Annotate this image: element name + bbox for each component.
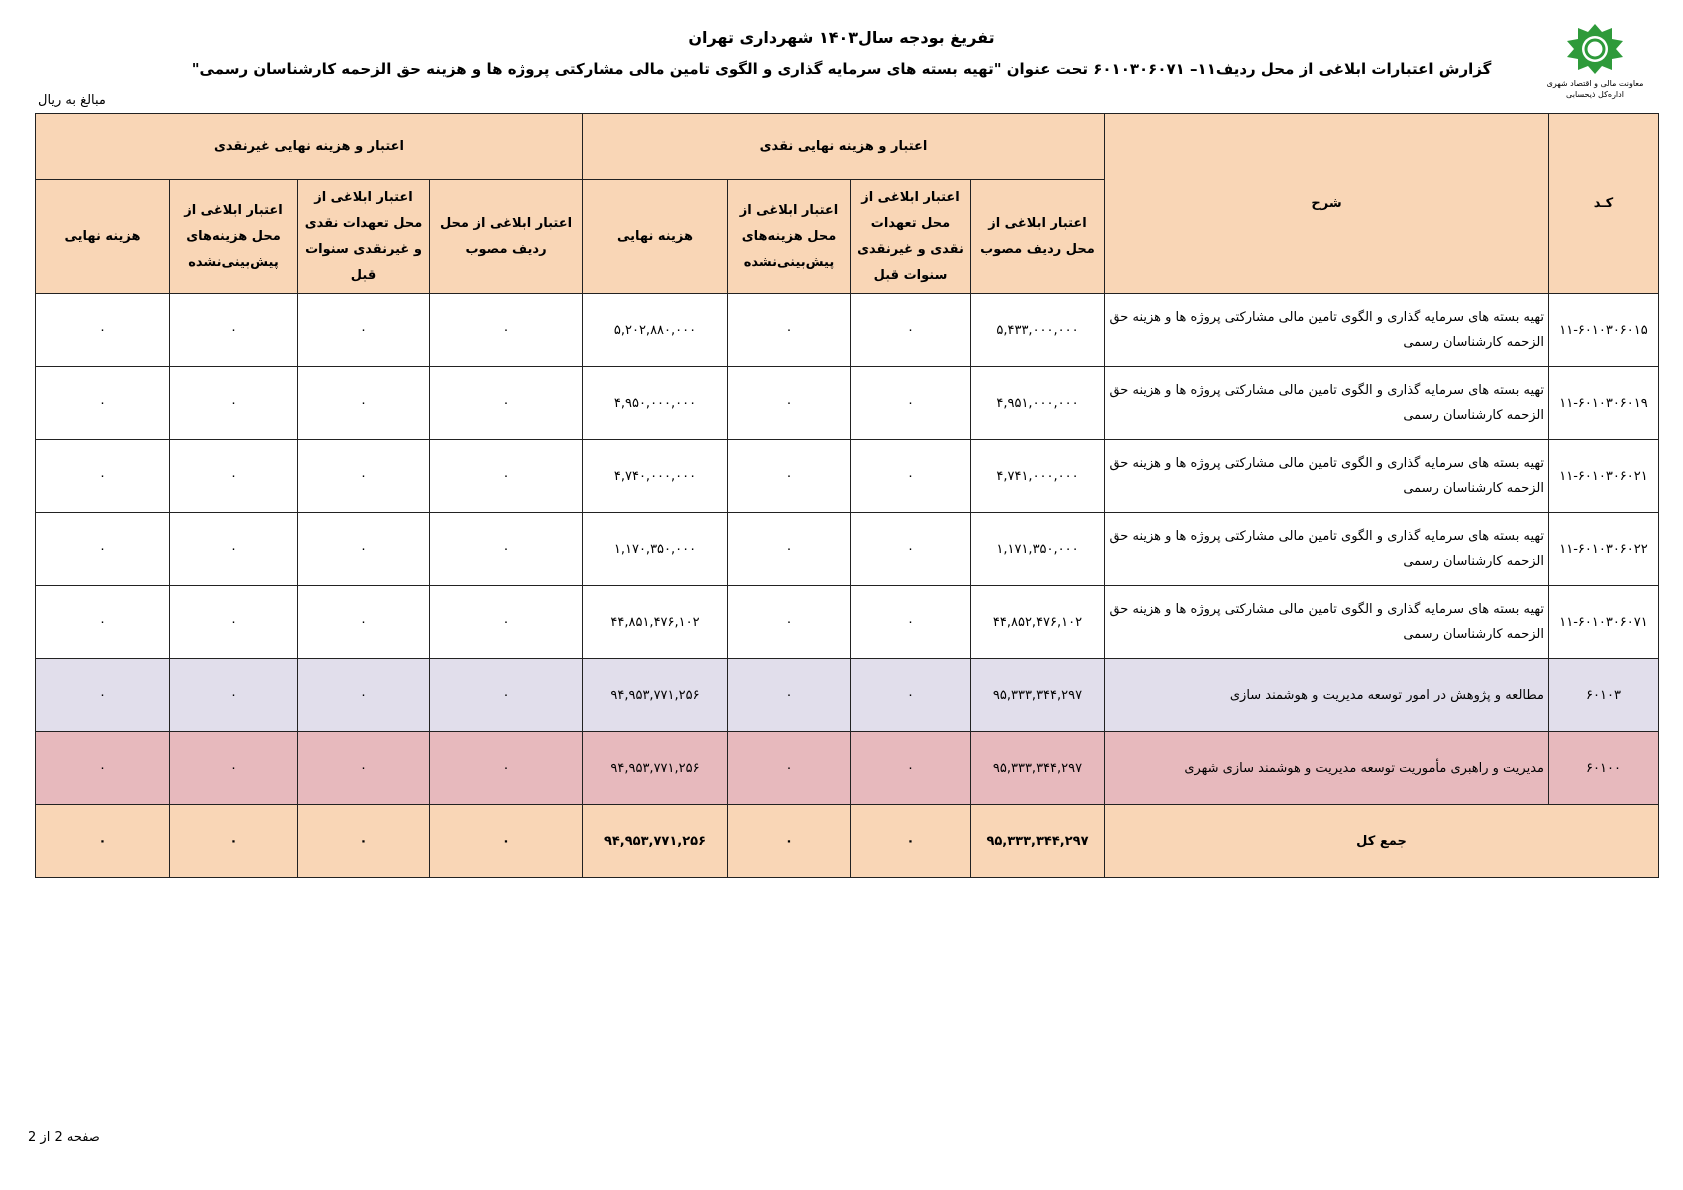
report-subtitle: گزارش اعتبارات ابلاغی از محل ردیف۱۱– ۶۰۱۰۳۰۶۰۷۱ تحت عنوان "تهیه بسته های سرمایه گذاری و الگوی تامین مالی مشارکتی پروژه ها و هزینه حق الزحمه کارشناسان رسمی" [191, 60, 1492, 78]
table-row [36, 294, 1659, 367]
row-code: ۶۰۱۰۳ [1549, 659, 1659, 732]
cell-value: ۰ [36, 513, 170, 586]
group-header-noncash: اعتبار و هزینه نهایی غیرنقدی [36, 114, 583, 180]
cell-value: ۰ [851, 367, 971, 440]
table-row [36, 586, 1659, 659]
cell-value: ۰ [728, 294, 851, 367]
cell-value: ۴,۷۴۰,۰۰۰,۰۰۰ [583, 440, 728, 513]
cell-value: ۰ [170, 659, 298, 732]
cell-value: ۰ [170, 586, 298, 659]
table-row [36, 367, 1659, 440]
col-header-cash-prior: اعتبار ابلاغی از محل تعهدات نقدی و غیرنقدی سنوات قبل [851, 180, 971, 294]
row-desc: تهیه بسته های سرمایه گذاری و الگوی تامین مالی مشارکتی پروژه ها و هزینه حق الزحمه کارشناسان رسمی [1105, 367, 1549, 440]
cell-value: ۰ [170, 440, 298, 513]
table-row [36, 513, 1659, 586]
unit-note: مبالغ به ریال [38, 93, 106, 108]
cell-value: ۰ [36, 586, 170, 659]
cell-value: ۱,۱۷۰,۳۵۰,۰۰۰ [583, 513, 728, 586]
report-title: تفریغ بودجه سال۱۴۰۳ شهرداری تهران [688, 28, 995, 47]
cell-value: ۰ [728, 440, 851, 513]
cell-value: ۰ [728, 586, 851, 659]
col-header-cash-final: هزینه نهایی [583, 180, 728, 294]
row-code: ۱۱-۶۰۱۰۳۰۶۰۲۱ [1549, 440, 1659, 513]
cell-value: ۰ [851, 513, 971, 586]
cell-value: ۹۴,۹۵۳,۷۷۱,۲۵۶ [583, 805, 728, 878]
cell-value: ۰ [36, 367, 170, 440]
cell-value: ۴۴,۸۵۱,۴۷۶,۱۰۲ [583, 586, 728, 659]
cell-value: ۹۴,۹۵۳,۷۷۱,۲۵۶ [583, 732, 728, 805]
row-desc: مطالعه و پژوهش در امور توسعه مدیریت و هوشمند سازی [1105, 659, 1549, 732]
cell-value: ۰ [728, 732, 851, 805]
cell-value: ۰ [851, 294, 971, 367]
cell-value: ۰ [298, 586, 430, 659]
cell-value: ۰ [430, 367, 583, 440]
grand-total-label: جمع کل [1105, 805, 1659, 878]
cell-value: ۰ [430, 732, 583, 805]
cell-value: ۰ [728, 367, 851, 440]
group-header-cash: اعتبار و هزینه نهایی نقدی [583, 114, 1105, 180]
col-header-noncash-approved: اعتبار ابلاغی از محل ردیف مصوب [430, 180, 583, 294]
row-desc: تهیه بسته های سرمایه گذاری و الگوی تامین مالی مشارکتی پروژه ها و هزینه حق الزحمه کارشناسان رسمی [1105, 440, 1549, 513]
cell-value: ۰ [430, 805, 583, 878]
cell-value: ۰ [170, 367, 298, 440]
col-header-code: کـد [1549, 114, 1659, 294]
cell-value: ۴۴,۸۵۲,۴۷۶,۱۰۲ [971, 586, 1105, 659]
col-header-cash-approved: اعتبار ابلاغی از محل ردیف مصوب [971, 180, 1105, 294]
cell-value: ۰ [851, 440, 971, 513]
cell-value: ۰ [170, 732, 298, 805]
cell-value: ۰ [851, 586, 971, 659]
cell-value: ۰ [728, 513, 851, 586]
cell-value: ۰ [298, 732, 430, 805]
cell-value: ۰ [36, 732, 170, 805]
cell-value: ۰ [36, 805, 170, 878]
row-desc: تهیه بسته های سرمایه گذاری و الگوی تامین مالی مشارکتی پروژه ها و هزینه حق الزحمه کارشناسان رسمی [1105, 294, 1549, 367]
row-desc: تهیه بسته های سرمایه گذاری و الگوی تامین مالی مشارکتی پروژه ها و هزینه حق الزحمه کارشناسان رسمی [1105, 513, 1549, 586]
cell-value: ۹۵,۳۳۳,۳۴۴,۲۹۷ [971, 659, 1105, 732]
cell-value: ۰ [430, 294, 583, 367]
logo-line-1: معاونت مالی و اقتصاد شهری [1546, 79, 1644, 88]
cell-value: ۰ [298, 367, 430, 440]
grand-total-row [36, 805, 1659, 878]
subtotal-row-mission [36, 732, 1659, 805]
col-header-desc: شرح [1105, 114, 1549, 294]
row-code: ۱۱-۶۰۱۰۳۰۶۰۱۵ [1549, 294, 1659, 367]
row-code: ۶۰۱۰۰ [1549, 732, 1659, 805]
cell-value: ۴,۷۴۱,۰۰۰,۰۰۰ [971, 440, 1105, 513]
cell-value: ۰ [36, 659, 170, 732]
row-code: ۱۱-۶۰۱۰۳۰۶۰۷۱ [1549, 586, 1659, 659]
cell-value: ۹۵,۳۳۳,۳۴۴,۲۹۷ [971, 805, 1105, 878]
col-header-noncash-prior: اعتبار ابلاغی از محل تعهدات نقدی و غیرنقدی سنوات قبل [298, 180, 430, 294]
row-desc: تهیه بسته های سرمایه گذاری و الگوی تامین مالی مشارکتی پروژه ها و هزینه حق الزحمه کارشناسان رسمی [1105, 586, 1549, 659]
col-header-noncash-unforeseen: اعتبار ابلاغی از محل هزینه‌های پیش‌بینی‌نشده [170, 180, 298, 294]
cell-value: ۴,۹۵۱,۰۰۰,۰۰۰ [971, 367, 1105, 440]
cell-value: ۵,۴۳۳,۰۰۰,۰۰۰ [971, 294, 1105, 367]
col-header-cash-unforeseen: اعتبار ابلاغی از محل هزینه‌های پیش‌بینی‌نشده [728, 180, 851, 294]
cell-value: ۰ [728, 659, 851, 732]
cell-value: ۰ [298, 659, 430, 732]
cell-value: ۰ [36, 440, 170, 513]
cell-value: ۰ [851, 659, 971, 732]
cell-value: ۰ [851, 805, 971, 878]
table-row [36, 440, 1659, 513]
row-code: ۱۱-۶۰۱۰۳۰۶۰۲۲ [1549, 513, 1659, 586]
cell-value: ۹۴,۹۵۳,۷۷۱,۲۵۶ [583, 659, 728, 732]
cell-value: ۰ [170, 513, 298, 586]
cell-value: ۰ [170, 294, 298, 367]
cell-value: ۰ [430, 659, 583, 732]
cell-value: ۰ [298, 805, 430, 878]
cell-value: ۰ [298, 440, 430, 513]
row-desc: مدیریت و راهبری مأموریت توسعه مدیریت و هوشمند سازی شهری [1105, 732, 1549, 805]
cell-value: ۹۵,۳۳۳,۳۴۴,۲۹۷ [971, 732, 1105, 805]
cell-value: ۵,۲۰۲,۸۸۰,۰۰۰ [583, 294, 728, 367]
cell-value: ۴,۹۵۰,۰۰۰,۰۰۰ [583, 367, 728, 440]
cell-value: ۰ [36, 294, 170, 367]
row-code: ۱۱-۶۰۱۰۳۰۶۰۱۹ [1549, 367, 1659, 440]
cell-value: ۰ [430, 513, 583, 586]
col-header-noncash-final: هزینه نهایی [36, 180, 170, 294]
cell-value: ۰ [170, 805, 298, 878]
logo-line-2: اداره‌کل ذیحسابی [1566, 90, 1624, 99]
cell-value: ۱,۱۷۱,۳۵۰,۰۰۰ [971, 513, 1105, 586]
cell-value: ۰ [298, 294, 430, 367]
header-row-groups [36, 114, 1659, 180]
subtotal-row-program [36, 659, 1659, 732]
cell-value: ۰ [851, 732, 971, 805]
cell-value: ۰ [430, 586, 583, 659]
cell-value: ۰ [298, 513, 430, 586]
cell-value: ۰ [728, 805, 851, 878]
cell-value: ۰ [430, 440, 583, 513]
budget-table [35, 113, 1659, 878]
page-number: صفحه 2 از 2 [28, 1130, 100, 1145]
